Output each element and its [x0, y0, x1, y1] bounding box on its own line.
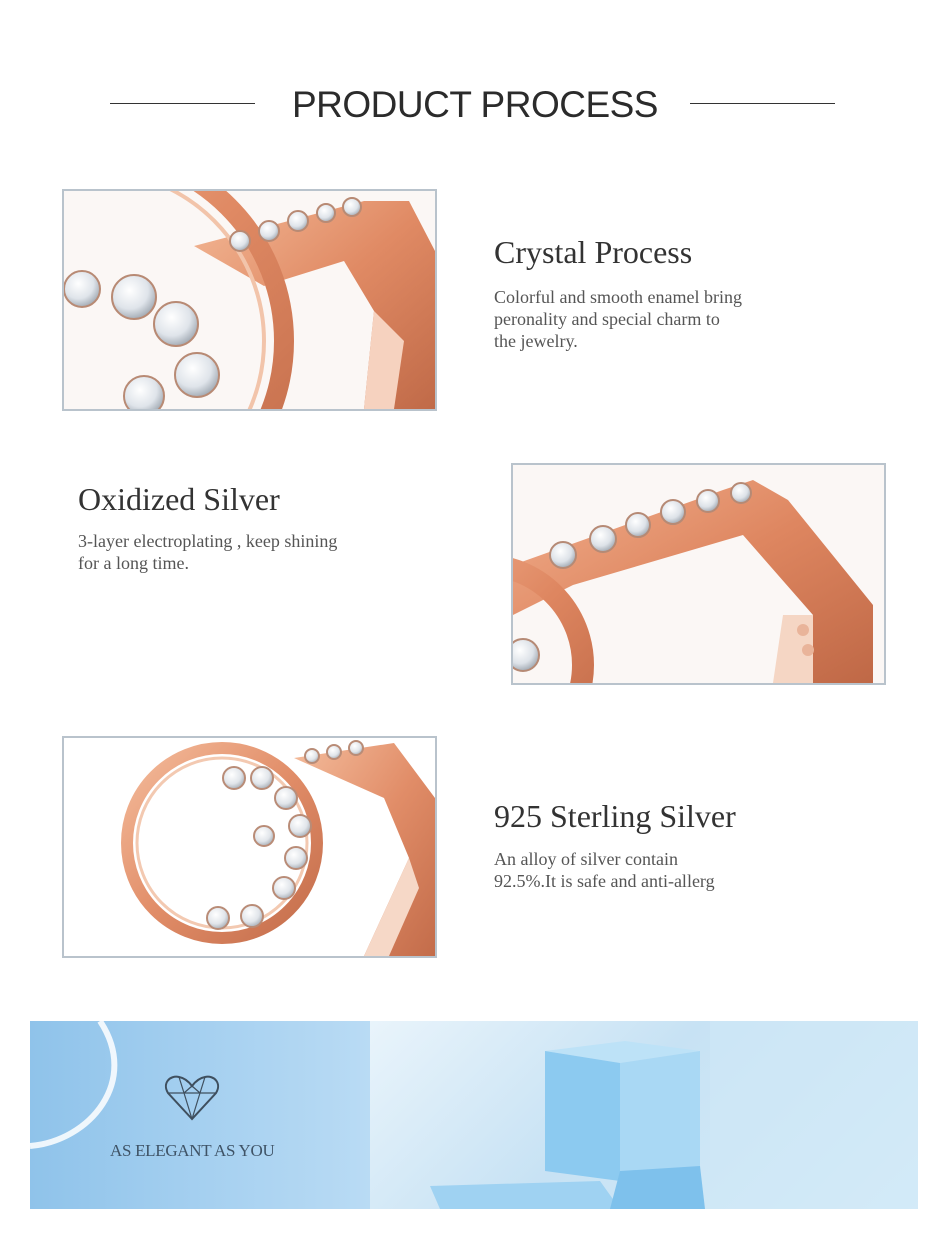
desc-line: the jewelry. [494, 331, 578, 351]
feature-title-sterling: 925 Sterling Silver [494, 798, 736, 834]
ring-photo-oxidized [511, 463, 886, 685]
desc-line: 3-layer electroplating , keep shining [78, 531, 338, 551]
ring-photo-crystal [62, 189, 437, 411]
header-rule-right [690, 103, 835, 104]
feature-title-crystal: Crystal Process [494, 234, 693, 270]
desc-line: for a long time. [78, 553, 189, 573]
banner-left-panel [30, 1021, 370, 1209]
banner-cubes-decoration [370, 1021, 918, 1209]
banner-right-panel [370, 1021, 918, 1209]
desc-line: 92.5%.It is safe and anti-allerg [494, 871, 715, 891]
ring-photo-sterling [62, 736, 437, 958]
feature-desc-sterling [494, 848, 715, 892]
heart-diamond-icon [164, 1073, 220, 1123]
desc-line: peronality and special charm to [494, 309, 720, 329]
desc-line: Colorful and smooth enamel bring [494, 287, 742, 307]
feature-desc-crystal [494, 286, 742, 352]
page-title: PRODUCT PROCESS [292, 84, 658, 125]
banner-slogan: AS ELEGANT AS YOU [110, 1141, 275, 1160]
feature-title-oxidized: Oxidized Silver [78, 481, 280, 517]
desc-line: An alloy of silver contain [494, 849, 678, 869]
promo-banner [30, 1021, 918, 1209]
feature-desc-oxidized [78, 530, 337, 574]
